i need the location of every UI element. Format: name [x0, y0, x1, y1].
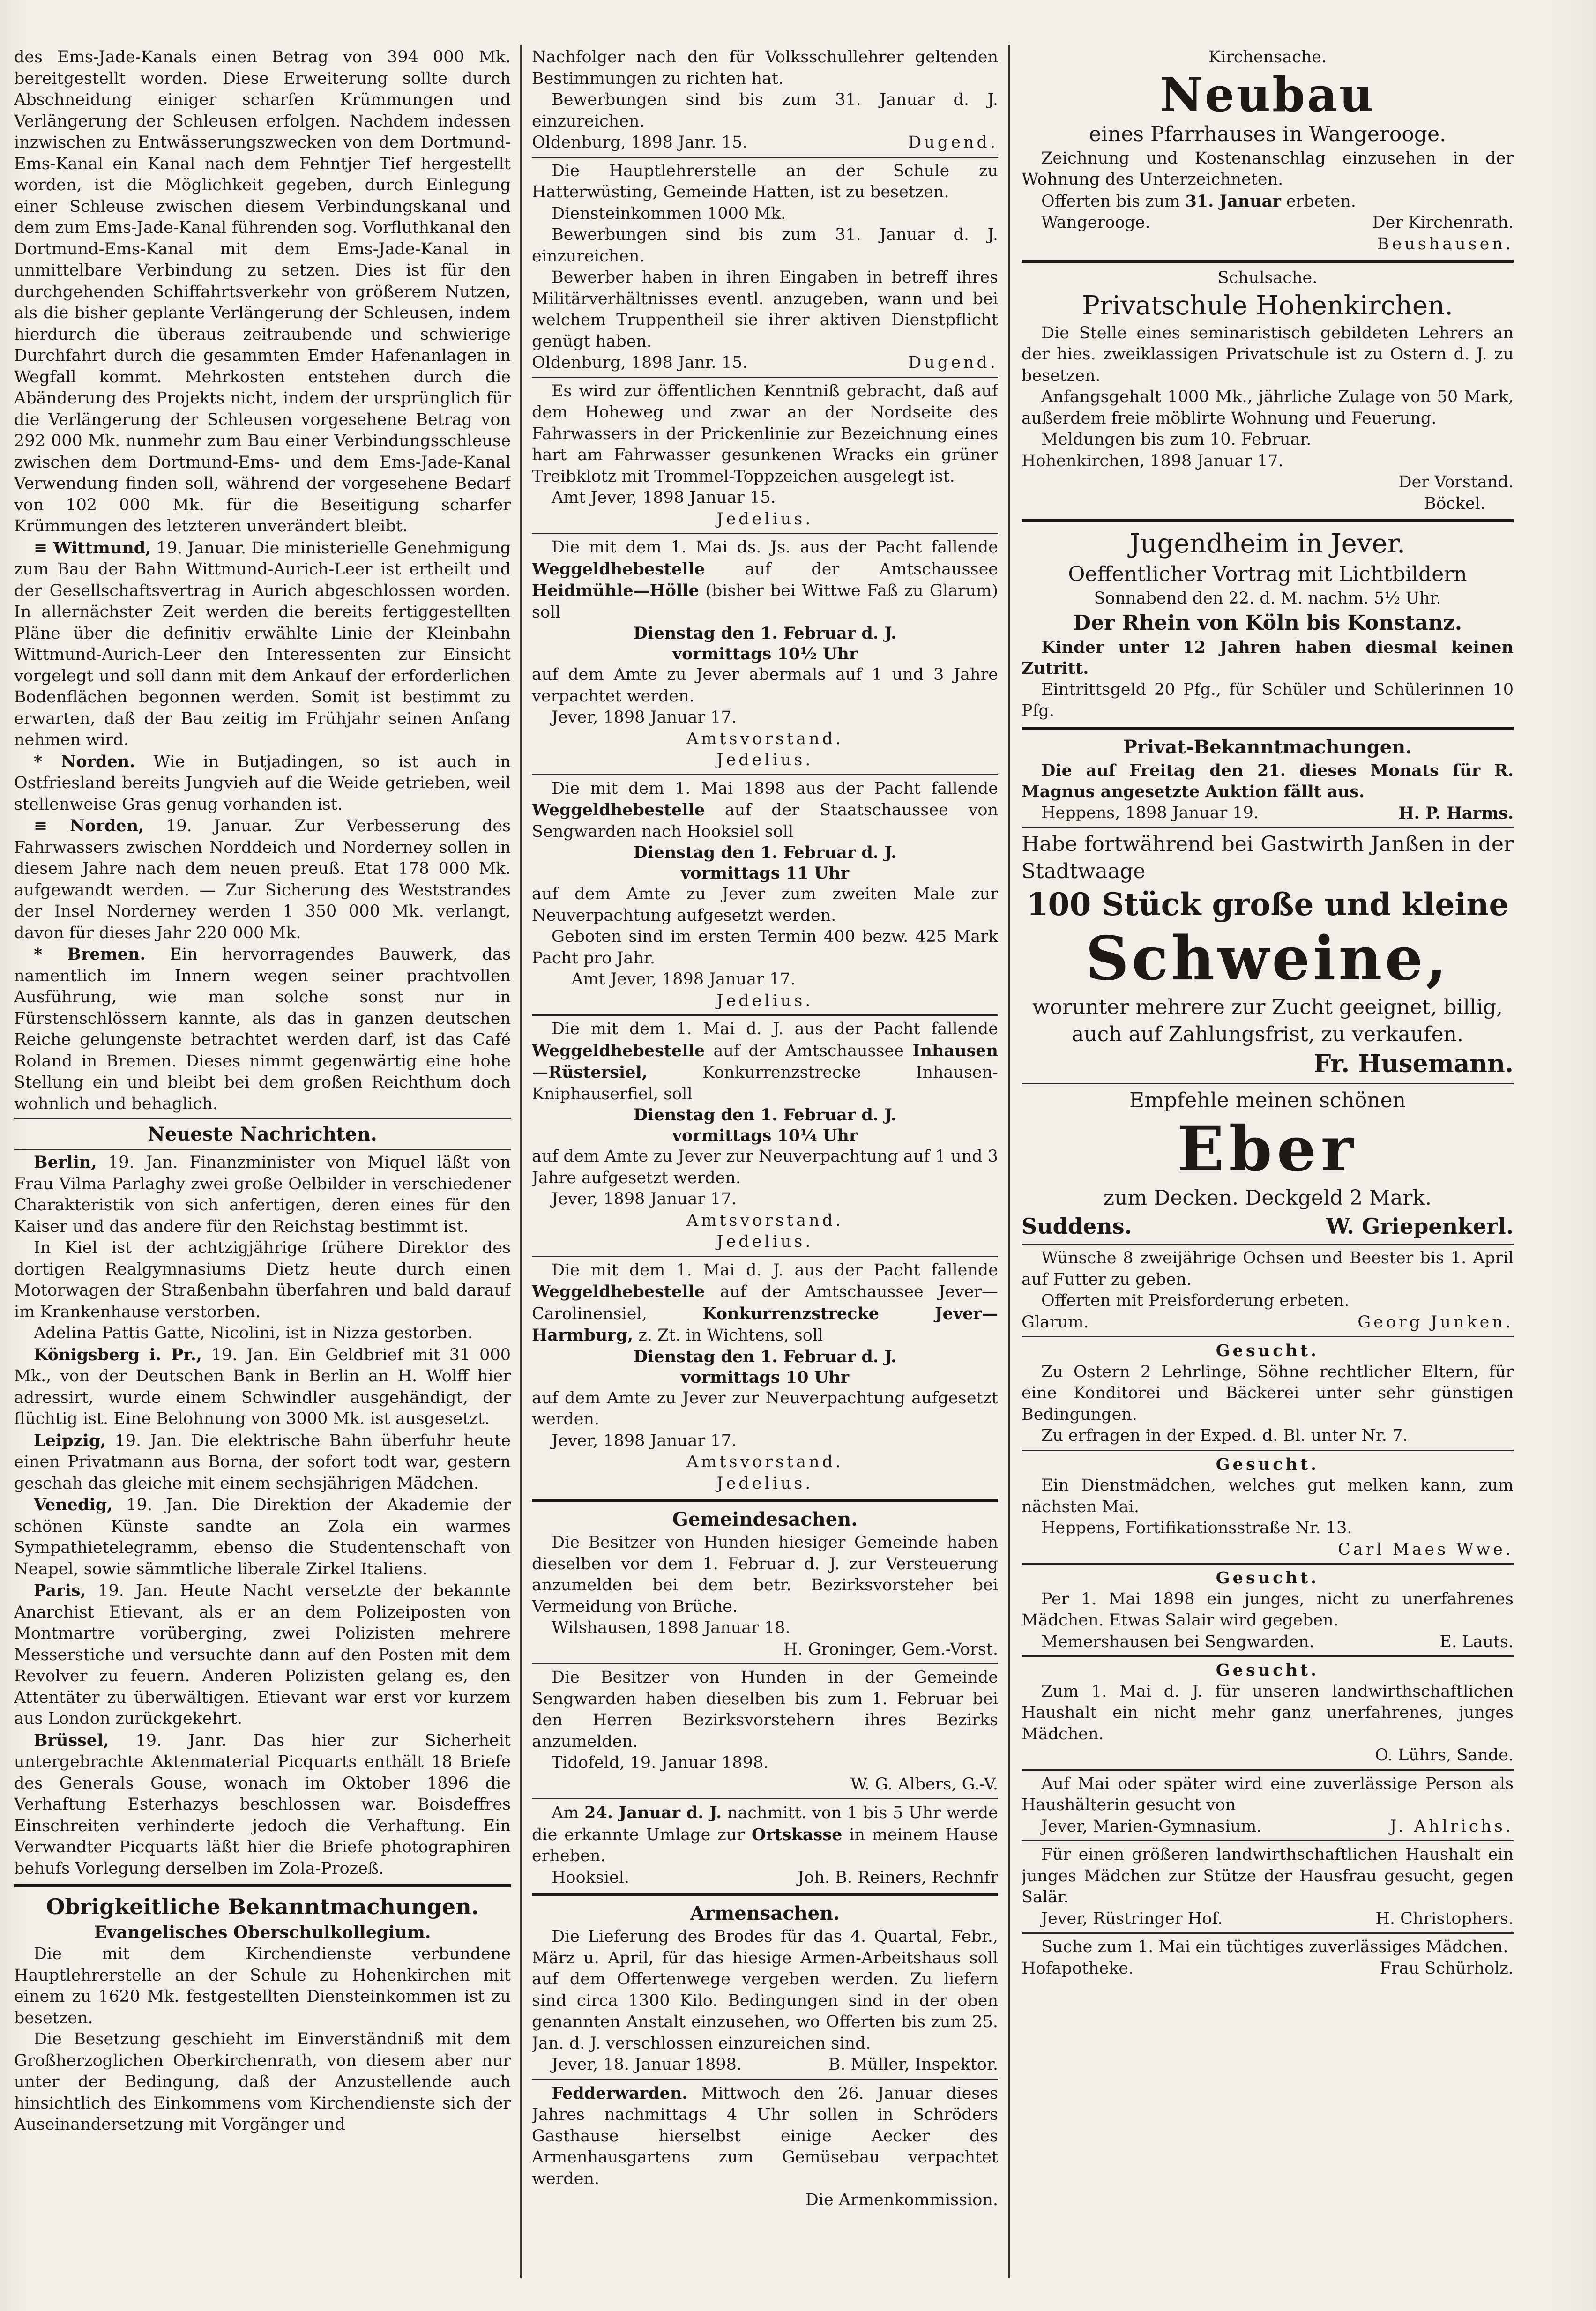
divider: [14, 1149, 511, 1150]
gemeinde-1-signature: H. Groninger, Gem.-Vorst.: [783, 1640, 998, 1659]
notice-weggeld-1-place: Jever, 1898 Januar 17.: [552, 708, 737, 727]
ad-ochsen-offer: Offerten mit Preisforderung erbeten.: [1041, 1291, 1350, 1310]
ad-jugendheim-date: Sonnabend den 22. d. M. nachm. 5½ Uhr.: [1094, 589, 1441, 608]
ad-eber-intro: Empfehle meinen schönen: [1129, 1088, 1406, 1112]
divider: [14, 1884, 511, 1887]
divider: [532, 774, 998, 775]
divider: [1022, 1563, 1514, 1565]
gemeinde-2-place: Tidofeld, 19. Januar 1898.: [552, 1753, 769, 1772]
notice-2-deadline: Bewerbungen sind bis zum 31. Januar d. J. einzureichen.: [532, 225, 998, 266]
notice-2-signature: Oldenburg, 1898 Janr. 15. Dugend.: [532, 353, 998, 372]
divider: [1022, 1655, 1514, 1657]
notice-hohenkirchen-1: Die mit dem Kirchendienste verbundene Hauptlehrerstelle an der Schule zu Hohenkirchen mit einem zu 1620 Mk. festgestellten Diensteinkommen ist zu besetzen.: [14, 1945, 511, 2028]
ad-schule-text-3: Meldungen bis zum 10. Februar.: [1041, 430, 1312, 449]
notice-weggeld-2-rest: auf dem Amte zu Jever zum zweiten Male zur Neuverpachtung aufgesetzt werden.: [532, 885, 998, 925]
notice-weggeld-3-date: Dienstag den 1. Februar d. J.: [633, 1105, 897, 1125]
divider: [14, 1118, 511, 1119]
subheading-oberschulkollegium: Evangelisches Oberschulkollegium.: [94, 1923, 431, 1942]
ad-kirche-text: Zeichnung und Kostenanschlag einzusehen in der Wohnung des Unterzeichneten.: [1022, 149, 1514, 189]
divider: [1022, 1840, 1514, 1841]
ad-gesucht-4-text: Zum 1. Mai d. J. für unseren landwirthschaftlichen Haushalt ein nicht mehr ganz unerfahrenes, junges Mädchen.: [1022, 1682, 1514, 1744]
news-berlin: Berlin, 19. Jan. Finanzminister von Miquel läßt von Frau Vilma Parlaghy zwei große Oelbilder in verschiedener Charakteristik von sich anfertigen, deren eines für den Kaiser und das andere für den Reichstag bestimmt ist.: [14, 1153, 511, 1236]
notice-weggeld-2-signature: Jedelius.: [716, 991, 813, 1010]
armen-2: Fedderwarden. Mittwoch den 26. Januar dieses Jahres nachmittags 4 Uhr sollen in Schröders Gasthause hierselbst einige Aecker des Armenhausgartens zum Gemüsebau verpachtet werden.: [532, 2083, 998, 2188]
ad-kirche-deadline: Offerten bis zum 31. Januar erbeten.: [1041, 191, 1356, 211]
notice-weggeld-4-date: Dienstag den 1. Februar d. J.: [633, 1347, 897, 1366]
notice-weggeld-3-place: Jever, 1898 Januar 17.: [552, 1190, 737, 1208]
ad-gesucht-2-text: Ein Dienstmädchen, welches gut melken kann, zum nächsten Mai.: [1022, 1476, 1514, 1516]
notice-weggeld-1-signature: Jedelius.: [716, 751, 813, 769]
ad-auktion-signature: Heppens, 1898 Januar 19. H. P. Harms.: [1041, 803, 1514, 823]
divider: [1022, 519, 1514, 522]
news-venedig: Venedig, 19. Jan. Die Direktion der Akademie der schönen Künste sandte an Zola ein warmes Sympathietelegramm, ebenso die Studentenschaft von Neapel, sowie sämmtliche liberale Zirkel Italiens.: [14, 1495, 511, 1579]
ad-schule-text-1: Die Stelle eines seminaristisch gebildeten Lehrers an der hies. zweiklassigen Privatschule ist zu Ostern d. J. zu besetzen.: [1022, 323, 1514, 385]
section-heading-gemeinde: Gemeindesachen.: [672, 1508, 858, 1530]
ad-schweine-signature: Fr. Husemann.: [1313, 1050, 1514, 1078]
gemeinde-3-signature: Hooksiel. Joh. B. Reiners, Rechnfr: [552, 1868, 998, 1887]
divider: [1022, 827, 1514, 828]
armen-2-signature: Die Armenkommission.: [805, 2191, 998, 2209]
ad-ochsen-text: Wünsche 8 zweijährige Ochsen und Beester bis 1. April auf Futter zu geben.: [1022, 1249, 1514, 1289]
article-wittmund: ≡ Wittmund, 19. Januar. Die ministerielle Genehmigung zum Bau der Bahn Wittmund-Aurich-Leer ist ertheilt und der Gesellschaftsvertrag in Aurich abgeschlossen worden. In allernächster Zeit werden die bereits fertiggestellten Pläne über die definitiv erwählte Linie der Kleinbahn Wittmund-Aurich-Leer den Interessenten zur Einsicht vorgelegt und soll dann mit dem Ankauf der erforderlichen Bodenflächen begonnen werden. Somit ist bestimmt zu erwarten, daß der Bau zeitig im Frühjahr seinen Anfang nehmen wird.: [14, 538, 511, 749]
divider: [1022, 1083, 1514, 1084]
ad-haushaelterin-text: Auf Mai oder später wird eine zuverlässige Person als Haushälterin gesucht von: [1022, 1774, 1514, 1814]
news-patti: Adelina Pattis Gatte, Nicolini, ist in Nizza gestorben.: [34, 1324, 473, 1342]
notice-2-text: Die Hauptlehrerstelle an der Schule zu Hatterwüsting, Gemeinde Hatten, ist zu besetzen.: [532, 161, 998, 201]
news-koenigsberg: Königsberg i. Pr., 19. Jan. Ein Geldbrief mit 31 000 Mk., von der Deutschen Bank in Berlin an H. Wolff hier adressirt, wurde einem Schwindler ausgehändigt, der flüchtig ist. Eine Belohnung von 3000 Mk. ist ausgesetzt.: [14, 1345, 511, 1428]
news-paris: Paris, 19. Jan. Heute Nacht versetzte der bekannte Anarchist Etievant, als er an dem Polizeiposten von Montmartre vorüberging, zwei Polizisten mehrere Messerstiche und versuchte dann auf den Posten mit dem Revolver zu feuern. Anderen Polizisten gelang es, den Attentäter zu überwältigen. Etievant war erst vor kurzem aus London zurückgekehrt.: [14, 1581, 511, 1728]
notice-weggeld-1: Die mit dem 1. Mai ds. Js. aus der Pacht fallende Weggeldhebestelle auf der Amtschaussee Heidmühle—Hölle (bisher bei Wittwe Faß zu Glarum) soll: [532, 538, 998, 622]
ad-schweine-count: 100 Stück große und kleine: [1026, 886, 1509, 923]
ad-haushaelterin-signature: Jever, Marien-Gymnasium. J. Ahlrichs.: [1041, 1817, 1514, 1836]
ad-schweine-intro: Habe fortwährend bei Gastwirth Janßen in der Stadtwaage: [1022, 832, 1514, 883]
notice-weggeld-1-office: Amtsvorstand.: [686, 729, 844, 748]
notice-weggeld-3-signature: Jedelius.: [716, 1232, 813, 1251]
notice-weggeld-4-place: Jever, 1898 Januar 17.: [552, 1431, 737, 1450]
column-rule: [520, 45, 522, 2278]
ad-gesucht-1-heading: Gesucht.: [1216, 1341, 1320, 1360]
armen-1-signature: Jever, 18. Januar 1898. B. Müller, Inspektor.: [552, 2055, 998, 2074]
column-rule: [1008, 45, 1010, 2278]
ad-maedchen-signature: Hofapotheke. Frau Schürholz.: [1022, 1959, 1514, 1978]
notice-1-deadline: Bewerbungen sind bis zum 31. Januar d. J. einzureichen.: [532, 90, 998, 131]
divider: [532, 157, 998, 158]
notice-2-military: Bewerber haben in ihren Eingaben in betreff ihres Militärverhältnisses eventl. anzugeben, wann und bei welchem Truppentheil sie ihrer aktiven Dienstpflicht genügt haben.: [532, 268, 998, 351]
section-heading-news: Neueste Nachrichten.: [148, 1123, 377, 1145]
article-norden-2: ≡ Norden, 19. Januar. Zur Verbesserung des Fahrwassers zwischen Norddeich und Norderney sollen in diesem Jahre nach dem neuen preuß. Etat 178 000 Mk. aufgewandt werden. — Zur Sicherung des Weststrandes der Insel Norderney werden 1 350 000 Mk. verlangt, davon für dieses Jahr 220 000 Mk.: [14, 816, 511, 942]
ad-maedchen-text: Suche zum 1. Mai ein tüchtiges zuverlässiges Mädchen.: [1041, 1938, 1508, 1956]
notice-weggeld-4-signature: Jedelius.: [716, 1474, 813, 1493]
ad-stuetze-signature: Jever, Rüstringer Hof. H. Christophers.: [1041, 1909, 1514, 1928]
divider: [1022, 1932, 1514, 1934]
column-3: [1022, 47, 1514, 2283]
notice-1-signature: Oldenburg, 1898 Janr. 15. Dugend.: [532, 133, 998, 152]
divider: [532, 533, 998, 534]
notice-weggeld-3-time: vormittags 10¼ Uhr: [672, 1126, 858, 1145]
divider: [1022, 727, 1514, 730]
ad-jugendheim-subtitle: Oeffentlicher Vortrag mit Lichtbildern: [1068, 562, 1467, 586]
ad-schule-place: Hohenkirchen, 1898 Januar 17.: [1022, 451, 1283, 470]
notice-1-text: Nachfolger nach den für Volksschullehrer geltenden Bestimmungen zu richten hat.: [532, 48, 998, 88]
divider: [1022, 1244, 1514, 1245]
divider: [532, 377, 998, 378]
divider: [532, 1663, 998, 1664]
ad-gesucht-4-heading: Gesucht.: [1216, 1661, 1320, 1680]
notice-weggeld-2-time: vormittags 11 Uhr: [680, 864, 850, 883]
divider: [1022, 1450, 1514, 1451]
gemeinde-1: Die Besitzer von Hunden hiesiger Gemeinde haben dieselben vor dem 1. Februar d. J. zur Versteuerung anzumelden bei dem betr. Bezirksvorsteher bei Vermeidung von Brüche.: [532, 1533, 998, 1616]
notice-weggeld-3: Die mit dem 1. Mai d. J. aus der Pacht fallende Weggeldhebestelle auf der Amtschaussee Inhausen—Rüstersiel, Konkurrenzstrecke Inhausen-Kniphauserfiel, soll: [532, 1020, 998, 1103]
article-bremen: * Bremen. Ein hervorragendes Bauwerk, das namentlich im Innern wegen seiner prachtvollen Ausführung, wie man solche sonst nur in Fürstenschlössern kannte, als das in ganzen deutschen Reiche gelungenste betrachtet werden darf, ist das Café Roland in Bremen. Dieses nimmt gegenwärtig eine hohe Stellung ein und bleibt bei dem großen Reichthum doch wohnlich und behaglich.: [14, 945, 511, 1113]
ad-ochsen-signature: Glarum. Georg Junken.: [1022, 1312, 1514, 1332]
notice-weggeld-3-office: Amtsvorstand.: [686, 1211, 844, 1230]
article-norden-1: * Norden. Wie in Butjadingen, so ist auch in Ostfriesland bereits Jungvieh auf die Weide getrieben, weil stellenweise Gras genug vorhanden ist.: [14, 752, 511, 814]
notice-wreck-signature: Jedelius.: [716, 509, 813, 529]
notice-weggeld-1-time: vormittags 10½ Uhr: [672, 644, 858, 663]
ad-jugendheim-note: Kinder unter 12 Jahren haben diesmal keinen Zutritt.: [1022, 637, 1514, 678]
divider: [532, 2079, 998, 2080]
ad-gesucht-1-inquiry: Zu erfragen in der Exped. d. Bl. unter Nr. 7.: [1041, 1426, 1408, 1445]
notice-weggeld-3-rest: auf dem Amte zu Jever zur Neuverpachtung auf 1 und 3 Jahre aufgesetzt werden.: [532, 1147, 998, 1187]
notice-weggeld-1-rest: auf dem Amte zu Jever abermals auf 1 und 3 Jahre verpachtet werden.: [532, 665, 998, 706]
ad-gesucht-3-signature: Memershausen bei Sengwarden. E. Lauts.: [1041, 1632, 1514, 1651]
divider: [532, 1256, 998, 1257]
divider: [532, 1014, 998, 1016]
ad-schule-text-2: Anfangsgehalt 1000 Mk., jährliche Zulage von 50 Mark, außerdem freie möblirte Wohnung und Feuerung.: [1022, 388, 1514, 428]
ad-eber-text: zum Decken. Deckgeld 2 Mark.: [1103, 1186, 1432, 1210]
ad-schweine-title: Schweine,: [1085, 924, 1450, 994]
notice-wreck-text: Es wird zur öffentlichen Kenntniß gebracht, daß auf dem Hoheweg und zwar an der Nordseite des Fahrwassers in der Prickenlinie zur Bezeichnung eines hart am Fahrwasser gesunkenen Wracks ein grüner Treibklotz mit Trommel-Toppzeichen ausgelegt ist.: [532, 381, 998, 486]
notice-weggeld-2-bids: Geboten sind im ersten Termin 400 bezw. 425 Mark Pacht pro Jahr.: [532, 927, 998, 968]
notice-weggeld-4-office: Amtsvorstand.: [686, 1453, 844, 1471]
notice-weggeld-4-time: vormittags 10 Uhr: [680, 1367, 850, 1387]
ad-kirche-title: Neubau: [1160, 67, 1375, 122]
ad-jugendheim-fee: Eintrittsgeld 20 Pfg., für Schüler und Schülerinnen 10 Pfg.: [1022, 680, 1514, 720]
news-bruessel: Brüssel, 19. Janr. Das hier zur Sicherheit untergebrachte Aktenmaterial Picquarts enthält 18 Briefe des Generals Gouse, wonach im Oktober 1896 die Verhaftung Esterhazys beschlossen war. Boisdeffres Einschreiten verhinderte jedoch die Verhaftung. Ein Verwandter Picquarts läßt hier die Briefe photographiren behufs Vorlegung derselben im Zola-Prozeß.: [14, 1730, 511, 1878]
armen-1: Die Lieferung des Brodes für das 4. Quartal, Febr., März u. April, für das hiesige Armen-Arbeitshaus soll auf dem Offertenwege vergeben werden. Zu liefern sind circa 1300 Kilo. Bedingungen sind in der oben genannten Anstalt einzusehen, wo Offerten bis zum 25. Jan. d. J. verschlossen einzureichen sind.: [532, 1927, 998, 2053]
notice-weggeld-4-rest: auf dem Amte zu Jever zur Neuverpachtung aufgesetzt werden.: [532, 1388, 998, 1429]
ad-kirche-subtitle: eines Pfarrhauses in Wangerooge.: [1089, 122, 1447, 146]
article-kanal: des Ems-Jade-Kanals einen Betrag von 394 000 Mk. bereitgestellt worden. Diese Erweiterung sollte durch Abschneidung einiger scharfen Krümmungen und Verlängerung der Schleusen erfolgen. Nachdem indessen inzwischen zu Entwässerungszwecken von dem Dortmund-Ems-Kanal ein Kanal nach dem Fehntjer Tief hergestellt worden, ist die Möglichkeit gegeben, durch Einlegung einer Schleuse zwischen diesem Verbindungskanal und dem zum Ems-Jade-Kanal führenden sog. Vorfluthkanal den Dortmund-Ems-Kanal mit dem Ems-Jade-Kanal in unmittelbare Verbindung zu setzen. Dies ist für den durchgehenden Schiffahrtsverkehr von größerem Nutzen, als die bisher geplante Verlängerung der Schleusen, indem hierdurch die überaus zeitraubende und schwierige Durchfahrt durch die gesammten Emder Hafenanlagen in Wegfall kommt. Mehrkosten entstehen durch die Abänderung des Projekts nicht, indem der ursprünglich für die Verlängerung der Schleusen vorgesehene Betrag von 292 000 Mk. nunmehr zum Bau einer Verbindungsschleuse zwischen dem Dortmund-Ems- und dem Ems-Jade-Kanal Verwendung finden soll, während der vorgesehene Bedarf von 102 000 Mk. für die Beseitigung scharfer Krümmungen des letzteren unverändert bleibt.: [14, 48, 511, 536]
divider: [532, 1499, 998, 1502]
section-heading-armen: Armensachen.: [690, 1902, 840, 1924]
section-heading-private: Privat-Bekanntmachungen.: [1123, 736, 1412, 758]
notice-weggeld-2-place: Amt Jever, 1898 Januar 17.: [571, 970, 796, 989]
ad-stuetze-text: Für einen größeren landwirthschaftlichen Haushalt ein junges Mädchen zur Stütze der Hausfrau gesucht, gegen Salär.: [1022, 1845, 1514, 1907]
ad-jugendheim-title: Jugendheim in Jever.: [1130, 529, 1405, 559]
gemeinde-1-place: Wilshausen, 1898 Januar 18.: [552, 1618, 791, 1637]
ad-gesucht-1-text: Zu Ostern 2 Lehrlinge, Söhne rechtlicher Eltern, für eine Konditorei und Bäckerei unter sehr günstigen Bedingungen.: [1022, 1362, 1514, 1424]
divider: [532, 1798, 998, 1799]
column-1: [14, 47, 511, 2283]
gemeinde-2: Die Besitzer von Hunden in der Gemeinde Sengwarden haben dieselben bis zum 1. Februar bei den Herren Bezirksvorstehern ihres Bezirks anzumelden.: [532, 1668, 998, 1751]
news-leipzig: Leipzig, 19. Jan. Die elektrische Bahn überfuhr heute einen Privatmann aus Borna, der sofort todt war, gestern geschah das gleiche mit einem sechsjährigen Mädchen.: [14, 1431, 511, 1493]
gemeinde-2-signature: W. G. Albers, G.-V.: [850, 1774, 998, 1794]
ad-gesucht-3-text: Per 1. Mai 1898 ein junges, nicht zu unerfahrenes Mädchen. Etwas Salair wird gegeben.: [1022, 1589, 1514, 1630]
ad-eber-title: Eber: [1177, 1113, 1358, 1185]
ad-gesucht-4-signature: O. Lührs, Sande.: [1375, 1746, 1514, 1765]
ad-gesucht-2-heading: Gesucht.: [1216, 1454, 1320, 1474]
ad-kirche-office: Wangerooge. Der Kirchenrath.: [1041, 213, 1514, 232]
ad-eber-signature: Suddens. W. Griepenkerl.: [1022, 1214, 1514, 1239]
ad-gesucht-3-heading: Gesucht.: [1216, 1568, 1320, 1588]
notice-wreck-place: Amt Jever, 1898 Januar 15.: [552, 488, 776, 507]
ad-kirche-heading: Kirchensache.: [1208, 48, 1327, 67]
ad-gesucht-2-place: Heppens, Fortifikationsstraße Nr. 13.: [1041, 1519, 1352, 1537]
ad-schule-office: Der Vorstand.: [1398, 473, 1514, 492]
notice-weggeld-2: Die mit dem 1. Mai 1898 aus der Pacht fallende Weggeldhebestelle auf der Staatschaussee von Sengwarden nach Hooksiel soll: [532, 779, 998, 841]
divider: [1022, 1769, 1514, 1771]
notice-2-income: Diensteinkommen 1000 Mk.: [552, 204, 786, 223]
divider: [1022, 1336, 1514, 1337]
gemeinde-3: Am 24. Januar d. J. nachmitt. von 1 bis 5 Uhr werde die erkannte Umlage zur Ortskasse in meinem Hause erheben.: [532, 1803, 998, 1865]
ad-schule-heading: Schulsache.: [1217, 268, 1318, 287]
ad-kirche-signature: Beushausen.: [1377, 234, 1514, 253]
notice-weggeld-1-date: Dienstag den 1. Februar d. J.: [633, 624, 897, 643]
ad-schweine-text: worunter mehrere zur Zucht geeignet, billig, auch auf Zahlungsfrist, zu verkaufen.: [1032, 995, 1503, 1046]
notice-weggeld-4: Die mit dem 1. Mai d. J. aus der Pacht fallende Weggeldhebestelle auf der Amtschaussee Jever—Carolinensiel, Konkurrenzstrecke Jever—Harmburg, z. Zt. in Wichtens, soll: [532, 1260, 998, 1345]
ad-gesucht-2-signature: Carl Maes Wwe.: [1338, 1540, 1514, 1559]
column-2: [532, 47, 998, 2283]
ad-jugendheim-topic: Der Rhein von Köln bis Konstanz.: [1073, 611, 1462, 635]
ad-auktion-text: Die auf Freitag den 21. dieses Monats für R. Magnus angesetzte Auktion fällt aus.: [1022, 760, 1514, 801]
section-heading-official: Obrigkeitliche Bekanntmachungen.: [46, 1894, 479, 1919]
notice-weggeld-2-date: Dienstag den 1. Februar d. J.: [633, 843, 897, 862]
news-kiel: In Kiel ist der achtzigjährige frühere Direktor des dortigen Realgymnasiums Dietz heute durch einen Motorwagen der Straßenbahn überfahren und bald darauf im Krankenhause verstorben.: [14, 1238, 511, 1321]
divider: [532, 1893, 998, 1896]
ad-schule-signature: Böckel.: [1424, 494, 1485, 513]
ad-schule-title: Privatschule Hohenkirchen.: [1082, 290, 1453, 321]
notice-hohenkirchen-2: Die Besetzung geschieht im Einverständniß mit dem Großherzoglichen Oberkirchenrath, von diesem aber nur unter der Bedingung, daß der Anzustellende auch hinsichtlich des Einkommens vom Kirchendienste sich der Auseinandersetzung mit Vorgänger und: [14, 2030, 511, 2134]
divider: [1022, 260, 1514, 263]
